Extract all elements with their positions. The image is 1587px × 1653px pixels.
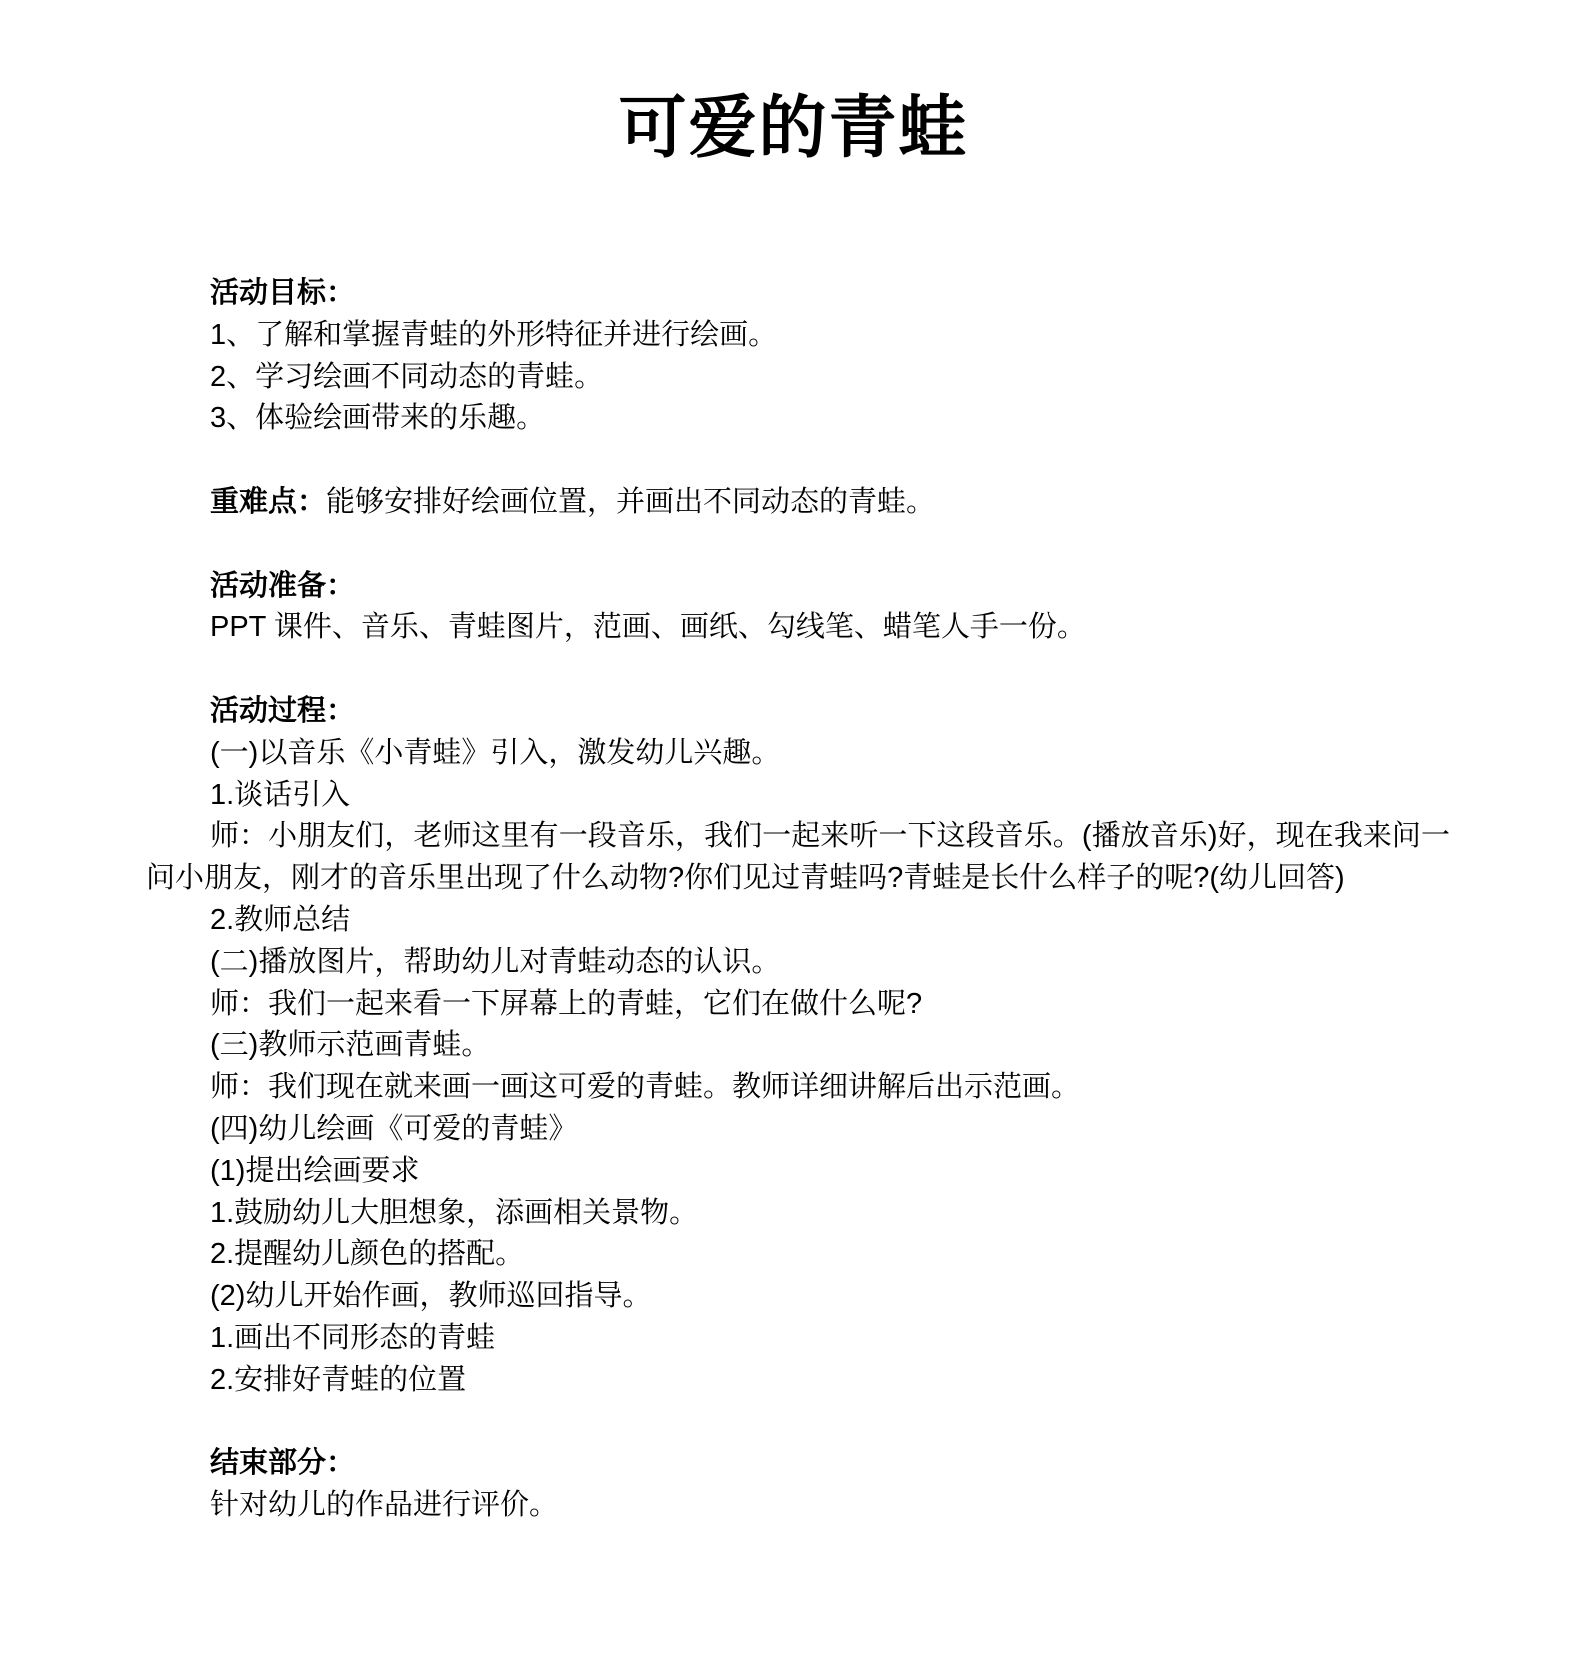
- ending-text: 针对幼儿的作品进行评价。: [210, 1489, 559, 1522]
- goals-heading: 活动目标：: [210, 277, 356, 309]
- key-points-text: 能够安排好绘画位置，并画出不同动态的青蛙。: [326, 485, 936, 518]
- key-points-label: 重难点：: [210, 485, 327, 518]
- process-heading: 活动过程：: [210, 694, 356, 727]
- process-line: 2.提醒幼儿颜色的搭配。: [210, 1238, 525, 1271]
- process-line: 1.鼓励幼儿大胆想象，添画相关景物。: [210, 1196, 699, 1229]
- goal-item: 2、学习绘画不同动态的青蛙。: [210, 360, 604, 393]
- process-line: 2.安排好青蛙的位置: [210, 1363, 467, 1396]
- preparation-heading: 活动准备：: [210, 569, 356, 602]
- process-line: (四)幼儿绘画《可爱的青蛙》: [210, 1112, 578, 1145]
- ending-heading: 结束部分：: [210, 1447, 356, 1480]
- process-line: (一)以音乐《小青蛙》引入，激发幼儿兴趣。: [210, 736, 781, 769]
- process-line: (三)教师示范画青蛙。: [210, 1029, 491, 1062]
- goal-item: 3、体验绘画带来的乐趣。: [210, 402, 546, 435]
- process-line: 2.教师总结: [210, 903, 351, 936]
- process-line: (1)提出绘画要求: [210, 1154, 420, 1187]
- process-paragraph: 师：小朋友们，老师这里有一段音乐，我们一起来听一下这段音乐。(播放音乐)好，现在我来问一问小朋友，刚才的音乐里出现了什么动物?你们见过青蛙吗?青蛙是长什么样子的呢?(幼儿回答): [146, 820, 1450, 895]
- document-title: 可爱的青蛙: [618, 90, 969, 166]
- document-body: [146, 273, 1450, 1527]
- key-points: [146, 482, 1450, 524]
- process-line: (二)播放图片，帮助幼儿对青蛙动态的认识。: [210, 945, 781, 978]
- process-line: 1.画出不同形态的青蛙: [210, 1321, 496, 1354]
- process-line: (2)幼儿开始作画，教师巡回指导。: [210, 1280, 652, 1313]
- process-line: 1.谈话引入: [210, 778, 351, 811]
- process-line: 师：我们现在就来画一画这可爱的青蛙。教师详细讲解后出示范画。: [210, 1071, 1081, 1104]
- goal-item: 1、了解和掌握青蛙的外形特征并进行绘画。: [210, 318, 778, 351]
- preparation-text: PPT 课件、音乐、青蛙图片，范画、画纸、勾线笔、蜡笔人手一份。: [210, 611, 1086, 644]
- process-line: 师：我们一起来看一下屏幕上的青蛙，它们在做什么呢?: [210, 987, 923, 1020]
